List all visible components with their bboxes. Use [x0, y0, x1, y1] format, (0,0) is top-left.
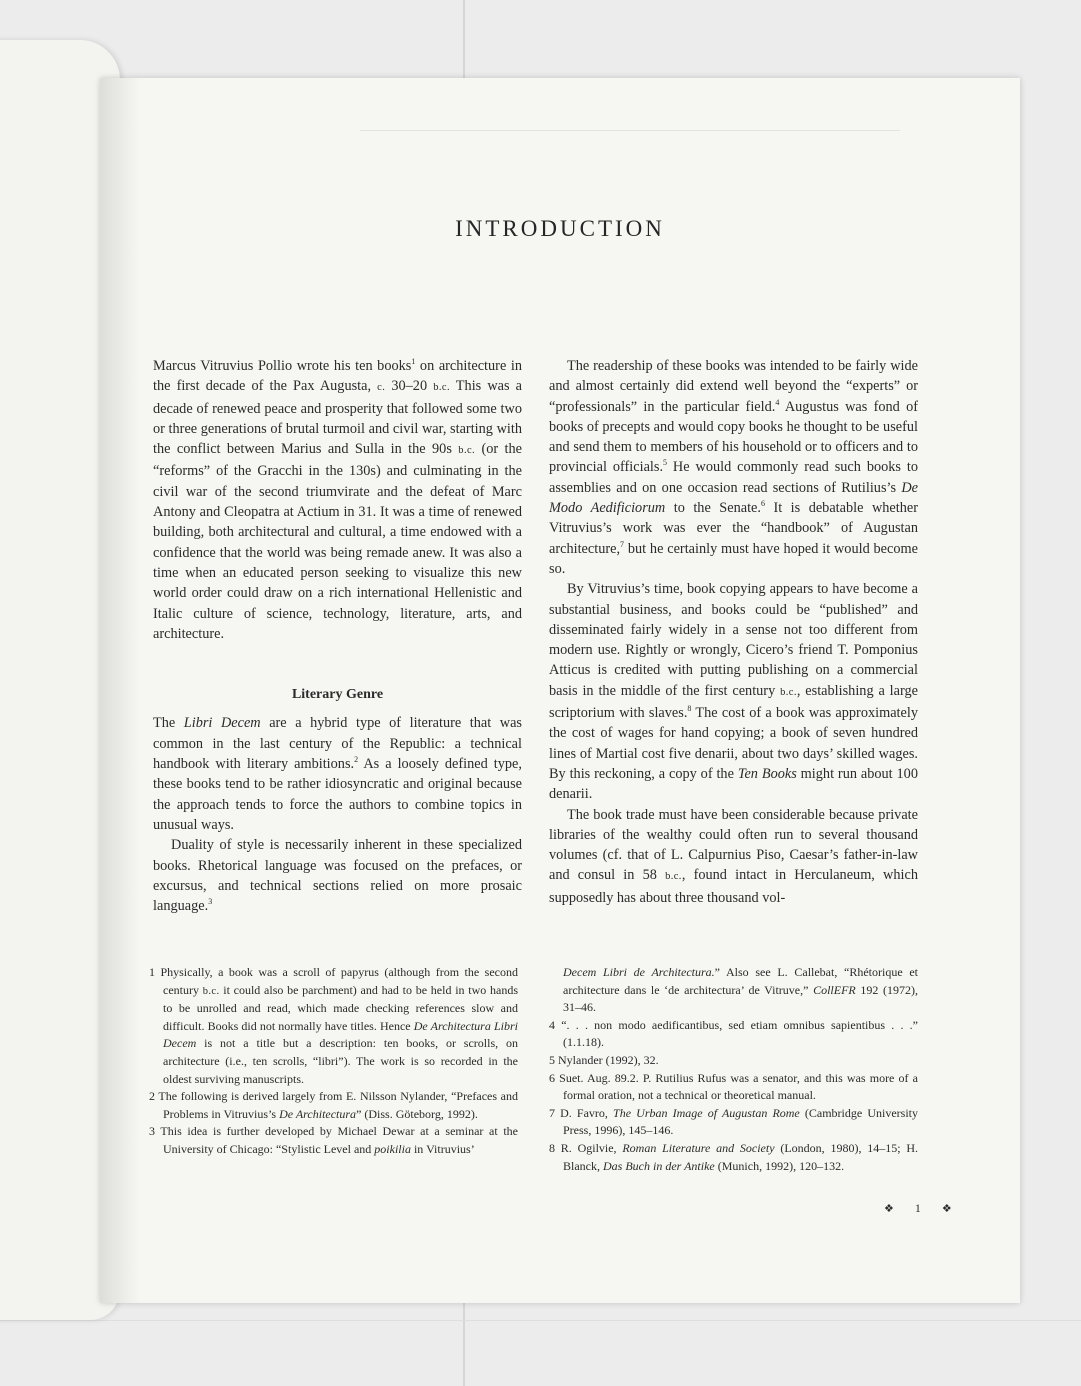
- table-seam-horizontal: [0, 1320, 1081, 1321]
- footnote-7: 7 D. Favro, The Urban Image of Augustan Rome (Cambridge University Press, 1996), 145–146.: [549, 1105, 918, 1138]
- footnote-1: 1 Physically, a book was a scroll of papyrus (although from the second century b.c. it could also be parchment) and had to be held in two hands to be unrolled and read, which made checking references slow and difficult. Books did not normally have titles. Hence De Architectura Libri Decem is not a title but a description: ten books, or scrolls, on architecture (i.e., ten scrolls, “libri”). The work is so recorded in the oldest surviving manuscripts.: [149, 965, 519, 1086]
- bleed-through-header: [360, 114, 900, 131]
- page-folio: [884, 1201, 954, 1216]
- right-column: [549, 356, 918, 908]
- footnote-5: 5 Nylander (1992), 32.: [549, 1052, 659, 1067]
- book-page: [100, 78, 1020, 1303]
- paragraph-genre: The Libri Decem are a hybrid type of literature that was common in the last century of the Republic: a technical handbook with literary ambitions.$^2$ As a loosely defined type, these books tend to be rather idiosyncratic and original because the approach tends to force the authors to combine topics in unusual ways.: [153, 715, 522, 833]
- left-column: [153, 356, 522, 916]
- footnote-3-continued: Decem Libri de Architectura.” Also see L. Callebat, “Rhétorique et architecture dans le ‘de architectura’ de Vitruve,” CollEFR 192 (1972), 31–46.: [563, 965, 919, 1015]
- paragraph-duality: Duality of style is necessarily inherent in these specialized books. Rhetorical language was focused on the prefaces, or excursus, and technical sections relied on more prosaic language.$^3$: [153, 837, 522, 915]
- section-heading: Literary Genre: [291, 687, 384, 703]
- page-title: INTRODUCTION: [455, 216, 665, 241]
- paragraph-copying: By Vitruvius’s time, book copying appears to have become a substantial business, and books could be “published” and disseminated fairly widely in a sense not too different from modern use. Rightly or wrongly, Cicero’s friend T. Pomponius Atticus is credited with putting publishing on a commercial basis in the middle of the first century b.c., establishing a large scriptorium with slaves.$^8$ The cost of a book was approximately the cost of wages for hand copying; a book of seven hundred lines of Martial cost five denarii, about two days’ skilled wages. By this reckoning, a copy of the Ten Books might run about 100 denarii.: [549, 581, 918, 803]
- ornament-left-icon: ❖: [884, 1203, 896, 1215]
- footnote-4: 4 “. . . non modo aedificantibus, sed etiam omnibus sapientibus . . .” (1.1.18).: [549, 1017, 918, 1050]
- page-gutter-shadow: [100, 78, 140, 1303]
- footnotes-left: [149, 964, 518, 1159]
- paragraph-readership: The readership of these books was intended to be fairly wide and almost certainly did extend well beyond the “experts” or “professionals” in the particular field.$^4$ Augustus was fond of books of precepts and would copy books he thought to be useful and send them to members of his household or to officers and to provincial officials.$^5$ He would commonly read such books to assemblies and on one occasion read sections of Rutilius’s De Modo Aedificiorum to the Senate.$^6$ It is debatable whether Vitruvius’s work was ever the “handbook” of Augustan architecture,$^7$ but he certainly must have hoped it would become so.: [549, 358, 918, 577]
- ornament-right-icon: ❖: [941, 1203, 954, 1215]
- page-number: 1: [914, 1201, 923, 1215]
- footnote-3: 3 This idea is further developed by Michael Dewar at a seminar at the University of Chicago: “Stylistic Level and poikilia in Vitruvius’: [149, 1124, 518, 1156]
- paragraph-intro: Marcus Vitruvius Pollio wrote his ten books$^1$ on architecture in the first decade of the Pax Augusta, c. 30–20 b.c. This was a decade of renewed peace and prosperity that followed some two or three generations of brutal turmoil and civil war, starting with the conflict between Marius and Sulla in the 90s b.c. (or the “reforms” of the Gracchi in the 130s) and culminating in the civil war of the second triumvirate and the defeat of Marc Antony and Cleopatra at Actium in 31. It was a time of renewed building, both architectural and cultural, a time endowed with a confidence that the world was being remade anew. It was also a time when an educated person seeking to visualize this new world order could draw on a rich international Hellenistic and Italic culture of science, technology, literature, arts, and architecture.: [153, 357, 523, 642]
- footnotes-right: [549, 964, 918, 1175]
- footnote-8: 8 R. Ogilvie, Roman Literature and Society (London, 1980), 14–15; H. Blanck, Das Buch in der Antike (Munich, 1992), 120–132.: [549, 1140, 919, 1173]
- footnote-2: 2 The following is derived largely from E. Nilsson Nylander, “Prefaces and Problems in Vitruvius’s De Architectura” (Diss. Göteborg, 1992).: [149, 1089, 518, 1121]
- paragraph-book-trade: The book trade must have been considerable because private libraries of the wealthy could often run to several thousand volumes (cf. that of L. Calpurnius Piso, Caesar’s father-in-law and consul in 58 b.c., found intact in Herculaneum, which supposedly has about three thousand vol-: [549, 806, 918, 906]
- footnote-6: 6 Suet. Aug. 89.2. P. Rutilius Rufus was a senator, and this was more of a formal oration, not a technical or theoretical manual.: [549, 1070, 918, 1103]
